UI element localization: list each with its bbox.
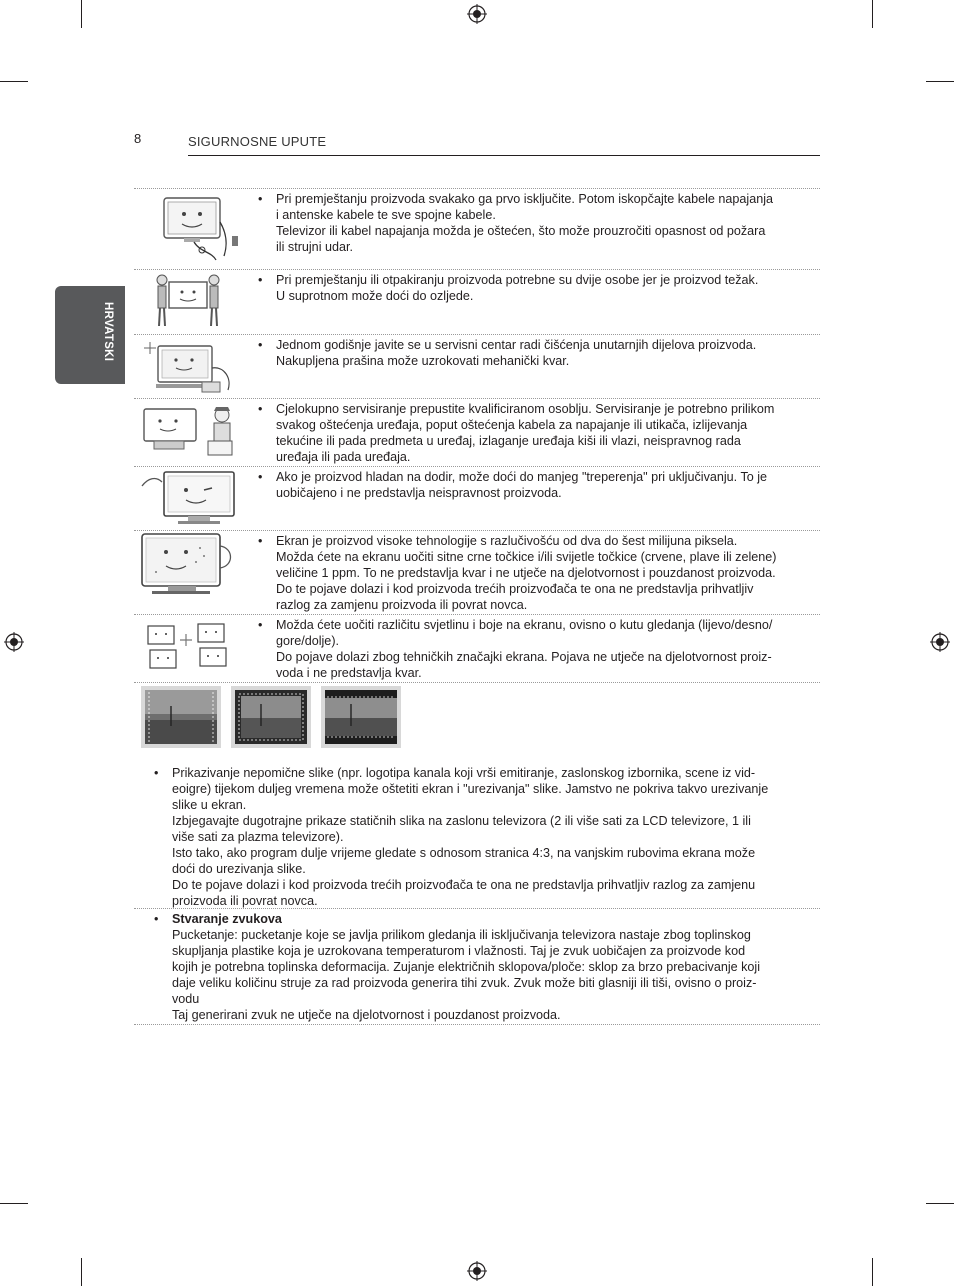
list-item [154,765,804,909]
dotted-divider [134,334,820,335]
crop-mark [81,0,82,28]
item-line: Možda ćete na ekranu uočiti sitne crne točkice i/ili svijetle točkice (crvene, plave ili zelene) [276,550,777,564]
list-item [258,617,810,681]
item-line: U suprotnom može doći do ozljede. [276,289,474,303]
crop-mark [926,1203,954,1204]
item-line: skupljanja plastike koja je uzrokovana temperaturom i vlažnosti. Taj je zvuk uobičajen za proizvode kod [172,944,746,958]
crop-mark [0,1203,28,1204]
registration-mark-icon [467,1261,487,1281]
item-line: Taj generirani zvuk ne utječe na djelotvornost i pouzdanost proizvoda. [172,1008,561,1022]
item-line: Isto tako, ako program dulje vrijeme gledate s odnosom stranica 4:3, na vanjskim rubovima ekrana može [172,846,756,860]
item-line: veličine 1 ppm. To ne predstavlja kvar i ne utječe na djelotvornost i pouzdanost proizvoda. [276,566,776,580]
dotted-divider [134,269,820,270]
bullet: • [258,338,263,352]
list-item [154,911,804,1023]
list-item [258,469,810,501]
language-tab-label: HRVATSKI [102,302,114,362]
registration-mark-icon [467,4,487,24]
bullet: • [154,766,159,780]
item-line: svakog oštećenja uređaja, poput oštećenja kabela za napajanje ili utikača, izlijevanja [276,418,748,432]
item-line: Ekran je proizvod visoke tehnologije s razlučivošću od dva do šest milijuna piksela. [276,534,738,548]
item-line: Pri premještanju proizvoda svakako ga prvo isključite. Potom iskopčajte kabele napajanja [276,192,774,206]
item-line: Nakupljena prašina može uzrokovati mehanički kvar. [276,354,570,368]
crop-mark [872,1258,873,1286]
item-line: gore/dolje). [276,634,340,648]
item-line: Prikazivanje nepomične slike (npr. logotipa kanala koji vrši emitiranje, zaslonskog izbornika, scene iz vid- [172,766,756,780]
bullet: • [258,618,263,632]
item-line: daje veliku količinu struje za rad proizvoda generira tihi zvuk. Zvuk može biti glasniji ili tiši, ovisno o proiz- [172,976,757,990]
bullet: • [258,192,263,206]
list-item [258,191,810,255]
registration-mark-icon [930,632,950,652]
list-item [258,272,810,304]
dotted-divider [134,614,820,615]
item-line: više sati za plazma televizore). [172,830,344,844]
item-line: Do pojave dolazi zbog tehničkih značajki ekrana. Pojava ne utječe na djelotvornost proiz- [276,650,772,664]
item-line: Do te pojave dolazi i kod proizvoda trećih proizvođača te ona ne predstavlja prihvatljiv razlog za zamjenu [172,878,756,892]
dotted-divider [134,466,820,467]
crop-mark [0,81,28,82]
service-technician-icon [136,401,240,463]
item-line: ili strujni udar. [276,240,353,254]
language-tab [55,286,125,384]
image-retention-photo [231,686,311,748]
list-item [258,401,810,465]
item-line: uređaja ili pada uređaja. [276,450,411,464]
item-heading: Stvaranje zvukova [172,912,282,926]
item-line: Izbjegavajte dugotrajne prikaze statičnih slika na zaslonu televizora (2 ili više sati za LCD televizore, 1 ili [172,814,751,828]
bullet: • [258,534,263,548]
header-rule [188,155,820,156]
tv-pixel-dots-icon [138,532,236,596]
dotted-divider [134,530,820,531]
crop-mark [81,1258,82,1286]
page-number: 8 [134,131,142,146]
two-people-carrying-tv-icon [154,272,224,330]
bullet: • [154,912,159,926]
item-line: slike u ekran. [172,798,247,812]
dotted-divider [134,188,820,189]
dotted-divider [134,398,820,399]
item-line: Televizor ili kabel napajanja možda je oštećen, što može prouzročiti opasnost od požara [276,224,766,238]
dotted-divider [134,682,820,683]
item-line: voda i ne predstavlja kvar. [276,666,422,680]
item-line: Ako je proizvod hladan na dodir, može doći do manjeg "treperenja" pri uključivanju. To je [276,470,768,484]
item-line: vodu [172,992,200,1006]
section-title: SIGURNOSNE UPUTE [188,134,327,149]
item-line: eoigre) tijekom duljeg vremena može oštetiti ekran i "urezivanja" slike. Jamstvo ne pokriva takvo urezivanje [172,782,769,796]
list-item [258,337,810,369]
item-line: Cjelokupno servisiranje prepustite kvalificiranom osoblju. Servisiranje je potrebno prilikom [276,402,775,416]
item-line: uobičajeno i ne predstavlja neispravnost proizvoda. [276,486,562,500]
item-line: Jednom godišnje javite se u servisni centar radi čišćenja unutarnjih dijelova proizvoda. [276,338,757,352]
item-line: Pucketanje: pucketanje koje se javlja prilikom gledanja ili isključivanja televizora nastaje zbog toplinskog [172,928,751,942]
item-line: Pri premještanju ili otpakiranju proizvoda potrebne su dvije osobe jer je proizvod težak. [276,273,759,287]
item-line: proizvoda ili povrat novca. [172,894,318,908]
bullet: • [258,273,263,287]
item-line: Možda ćete uočiti različitu svjetlinu i boje na ekranu, ovisno o kutu gledanja (lijevo/desno/ [276,618,773,632]
image-retention-photo [321,686,401,748]
list-item [258,533,810,613]
item-line: kojih je potrebna toplinska deformacija. Zujanje električnih sklopova/ploče: sklop za brzo prebacivanje koji [172,960,761,974]
item-line: tekućine ili pada predmeta u uređaj, izlaganje uređaja kiši ili vlazi, neispravnog rada [276,434,741,448]
crop-mark [926,81,954,82]
bullet: • [258,470,263,484]
item-line: doći do urezivanja slike. [172,862,306,876]
winking-tv-icon [138,468,238,528]
crop-mark [872,0,873,28]
item-line: razlog za zamjenu proizvoda ili povrat novca. [276,598,528,612]
registration-mark-icon [4,632,24,652]
image-retention-photo [141,686,221,748]
tv-unplugging-cables-icon [154,192,244,264]
bullet: • [258,402,263,416]
item-line: i antenske kabele te sve spojne kabele. [276,208,496,222]
tv-dust-cleaning-icon [142,338,242,396]
viewing-angle-tvs-icon [140,618,236,674]
dotted-divider [134,1024,820,1025]
item-line: Do te pojave dolazi i kod proizvoda trećih proizvođača te ona ne predstavlja prihvatljiv [276,582,754,596]
